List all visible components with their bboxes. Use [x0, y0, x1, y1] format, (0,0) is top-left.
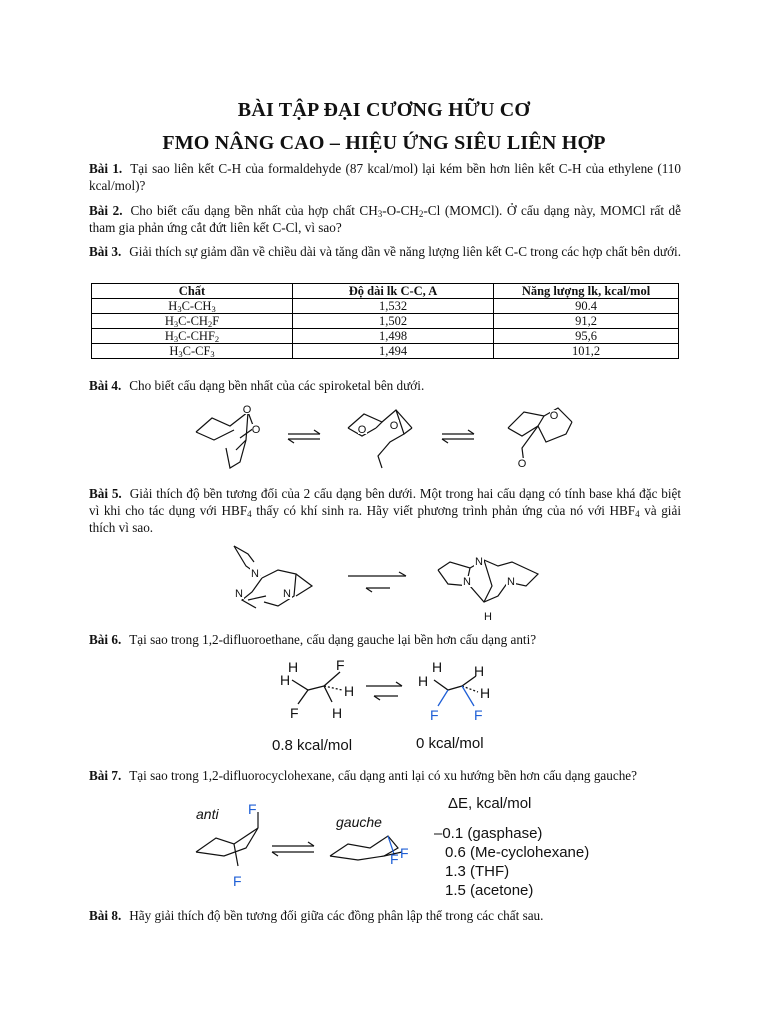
atom-label: O — [517, 458, 527, 470]
atom-label: H — [484, 611, 492, 623]
anti-conformer — [418, 659, 490, 723]
formula-sub: 2 — [207, 319, 213, 329]
table-cell-compound — [92, 329, 293, 344]
atom-label-fluorine: F — [248, 801, 257, 817]
formula-part: H — [164, 329, 174, 343]
formula-sub: 3 — [211, 304, 216, 314]
page-subtitle: FMO NÂNG CAO – HIỆU ỨNG SIÊU LIÊN HỢP — [162, 132, 606, 154]
table-cell-length: 1,498 — [293, 329, 494, 344]
problem-8-text: Hãy giải thích độ bền tương đối giữa các đồng phân lập thể trong các chất sau. — [129, 908, 544, 923]
energy-value: 1.5 (acetone) — [445, 882, 534, 899]
problem-2-sub-a: 3 — [377, 209, 383, 219]
problem-8 — [89, 907, 681, 924]
table-cell-length: 1,532 — [293, 299, 494, 314]
atom-label: O — [389, 420, 399, 432]
problem-3-text: Giải thích sự giảm dần về chiều dài và tăng dần về năng lượng liên kết C-C trong các hợp chất bên dưới. — [129, 244, 682, 259]
problem-5-sub-b: 4 — [635, 509, 640, 519]
formula-sub: 3 — [173, 334, 179, 344]
atom-label: N — [475, 556, 483, 568]
problem-1 — [89, 160, 681, 194]
equilibrium-arrow — [272, 842, 314, 856]
formula-part: F — [212, 314, 220, 328]
table-cell-energy: 91,2 — [494, 314, 679, 329]
spiroketal-conformer-3 — [508, 408, 572, 470]
atom-label: H — [332, 705, 343, 721]
formula-sub: 3 — [210, 349, 215, 359]
formula-part: C-CHF — [178, 329, 215, 343]
formula-part: H — [168, 299, 178, 313]
problem-6-text: Tại sao trong 1,2-difluoroethane, cấu dạng gauche lại bền hơn cấu dạng anti? — [129, 632, 537, 647]
formula-part: C-CH — [178, 314, 208, 328]
problem-7-label: Bài 7. — [89, 768, 122, 783]
energy-value: –0.1 (gasphase) — [434, 825, 543, 842]
gauche-label: gauche — [336, 814, 382, 830]
atom-label: N — [235, 588, 243, 600]
atom-label: O — [242, 404, 252, 416]
table-cell-compound — [92, 314, 293, 329]
atom-label-fluorine: F — [400, 845, 409, 861]
atom-label-fluorine: F — [390, 851, 399, 867]
table-cell-energy: 95,6 — [494, 329, 679, 344]
formula-part: H — [164, 314, 174, 328]
atom-label: H — [418, 673, 429, 689]
formula-part: C-CH — [181, 299, 212, 313]
problem-2-text-a: Cho biết cấu dạng bền nhất của hợp chất CH — [130, 203, 378, 218]
equilibrium-arrow — [288, 430, 320, 443]
atom-label: H — [288, 659, 299, 675]
problem-5-text-c: và giải thích vì sao. — [89, 503, 681, 535]
atom-label: H — [344, 683, 355, 699]
problem-8-label: Bài 8. — [89, 908, 122, 923]
table-row — [92, 299, 679, 314]
spiroketal-figure — [190, 398, 580, 473]
table-cell-compound — [92, 344, 293, 359]
equilibrium-arrow — [442, 430, 474, 443]
energy-value: 0.6 (Me-cyclohexane) — [445, 844, 590, 861]
problem-5 — [89, 485, 681, 536]
anti-label: anti — [196, 806, 219, 822]
problem-3 — [89, 243, 681, 260]
energy-value: 1.3 (THF) — [445, 863, 510, 880]
gauche-chair — [330, 836, 409, 867]
problem-4 — [89, 377, 681, 394]
table-row — [92, 344, 679, 359]
bond-data-table — [91, 283, 679, 359]
problem-1-label: Bài 1. — [89, 161, 123, 176]
table-row — [92, 314, 679, 329]
table-cell-compound — [92, 299, 293, 314]
table-cell-length: 1,502 — [293, 314, 494, 329]
problem-5-label: Bài 5. — [89, 486, 122, 501]
atom-label: F — [336, 657, 345, 673]
table-cell-length: 1,494 — [293, 344, 494, 359]
triazine-figure — [226, 540, 552, 624]
atom-label: O — [357, 424, 367, 436]
energy-label-anti: 0 kcal/mol — [416, 735, 484, 752]
table-header-compound: Chất — [92, 284, 293, 299]
page-title: BÀI TẬP ĐẠI CƯƠNG HỮU CƠ — [237, 99, 531, 121]
table-cell-energy: 101,2 — [494, 344, 679, 359]
atom-label: N — [283, 588, 291, 600]
atom-label: N — [251, 568, 259, 580]
problem-2-text-c: -Cl (MOMCl). Ở cấu dạng này, MOMCl rất dễ tham gia phản ứng cắt đứt liên kết C-Cl, vì sao? — [89, 203, 681, 235]
formula-sub: 2 — [214, 334, 220, 344]
atom-label: H — [432, 659, 443, 675]
atom-label: H — [480, 685, 491, 701]
problem-4-text: Cho biết cấu dạng bền nhất của các spiroketal bên dưới. — [129, 378, 425, 393]
energy-header: ΔE, kcal/mol — [448, 795, 532, 812]
problem-2-sub-b: 2 — [418, 209, 424, 219]
formula-part: C-CF — [182, 344, 211, 358]
triazine-conformer-1 — [234, 546, 312, 608]
problem-2 — [89, 202, 681, 236]
table-header-length: Độ dài lk C-C, A — [293, 284, 494, 299]
atom-label-fluorine: F — [474, 707, 483, 723]
atom-label: F — [290, 705, 299, 721]
table-cell-energy: 90.4 — [494, 299, 679, 314]
difluoroethane-figure — [262, 656, 512, 756]
formula-part: H — [169, 344, 179, 358]
atom-label: H — [280, 672, 291, 688]
formula-sub: 3 — [178, 349, 183, 359]
atom-label: O — [251, 424, 261, 436]
triazine-conformer-2 — [438, 556, 538, 623]
table-row — [92, 329, 679, 344]
problem-6-label: Bài 6. — [89, 632, 122, 647]
problem-5-text-b: thấy có khí sinh ra. Hãy viết phương trình phản ứng của nó với HBF — [251, 503, 636, 518]
problem-5-sub-a: 4 — [247, 509, 252, 519]
problem-7-text: Tại sao trong 1,2-difluorocyclohexane, cấu dạng anti lại có xu hướng bền hơn cấu dạng gauche? — [129, 768, 638, 783]
problem-5-text-a: Giải thích độ bền tương đối của 2 cấu dạng bên dưới. Một trong hai cấu dạng có tính base khá đặc biệt vì khi cho tác dụng với HBF — [89, 486, 681, 518]
problem-2-label: Bài 2. — [89, 203, 123, 218]
atom-label: N — [463, 576, 471, 588]
table-header-energy: Năng lượng lk, kcal/mol — [494, 284, 679, 299]
formula-sub: 3 — [177, 304, 182, 314]
atom-label-fluorine: F — [233, 873, 242, 889]
problem-2-text-b: -O-CH — [382, 203, 419, 218]
equilibrium-arrow — [366, 682, 402, 700]
atom-label: H — [474, 663, 485, 679]
atom-label: O — [549, 410, 559, 422]
problem-4-label: Bài 4. — [89, 378, 122, 393]
spiroketal-conformer-2 — [348, 410, 412, 468]
difluorocyclohexane-figure — [188, 790, 608, 902]
table-header-row — [92, 284, 679, 299]
spiroketal-conformer-1 — [196, 404, 261, 468]
formula-sub: 3 — [173, 319, 179, 329]
problem-3-label: Bài 3. — [89, 244, 122, 259]
energy-label-gauche: 0.8 kcal/mol — [272, 737, 353, 754]
gauche-conformer — [280, 657, 354, 721]
problem-6 — [89, 631, 681, 648]
problem-7 — [89, 767, 681, 784]
problem-1-text: Tại sao liên kết C-H của formaldehyde (87 kcal/mol) lại kém bền hơn liên kết C-H của ethylene (110 kcal/mol)? — [89, 161, 681, 193]
atom-label: N — [507, 576, 515, 588]
atom-label-fluorine: F — [430, 707, 439, 723]
equilibrium-arrow — [348, 572, 406, 592]
